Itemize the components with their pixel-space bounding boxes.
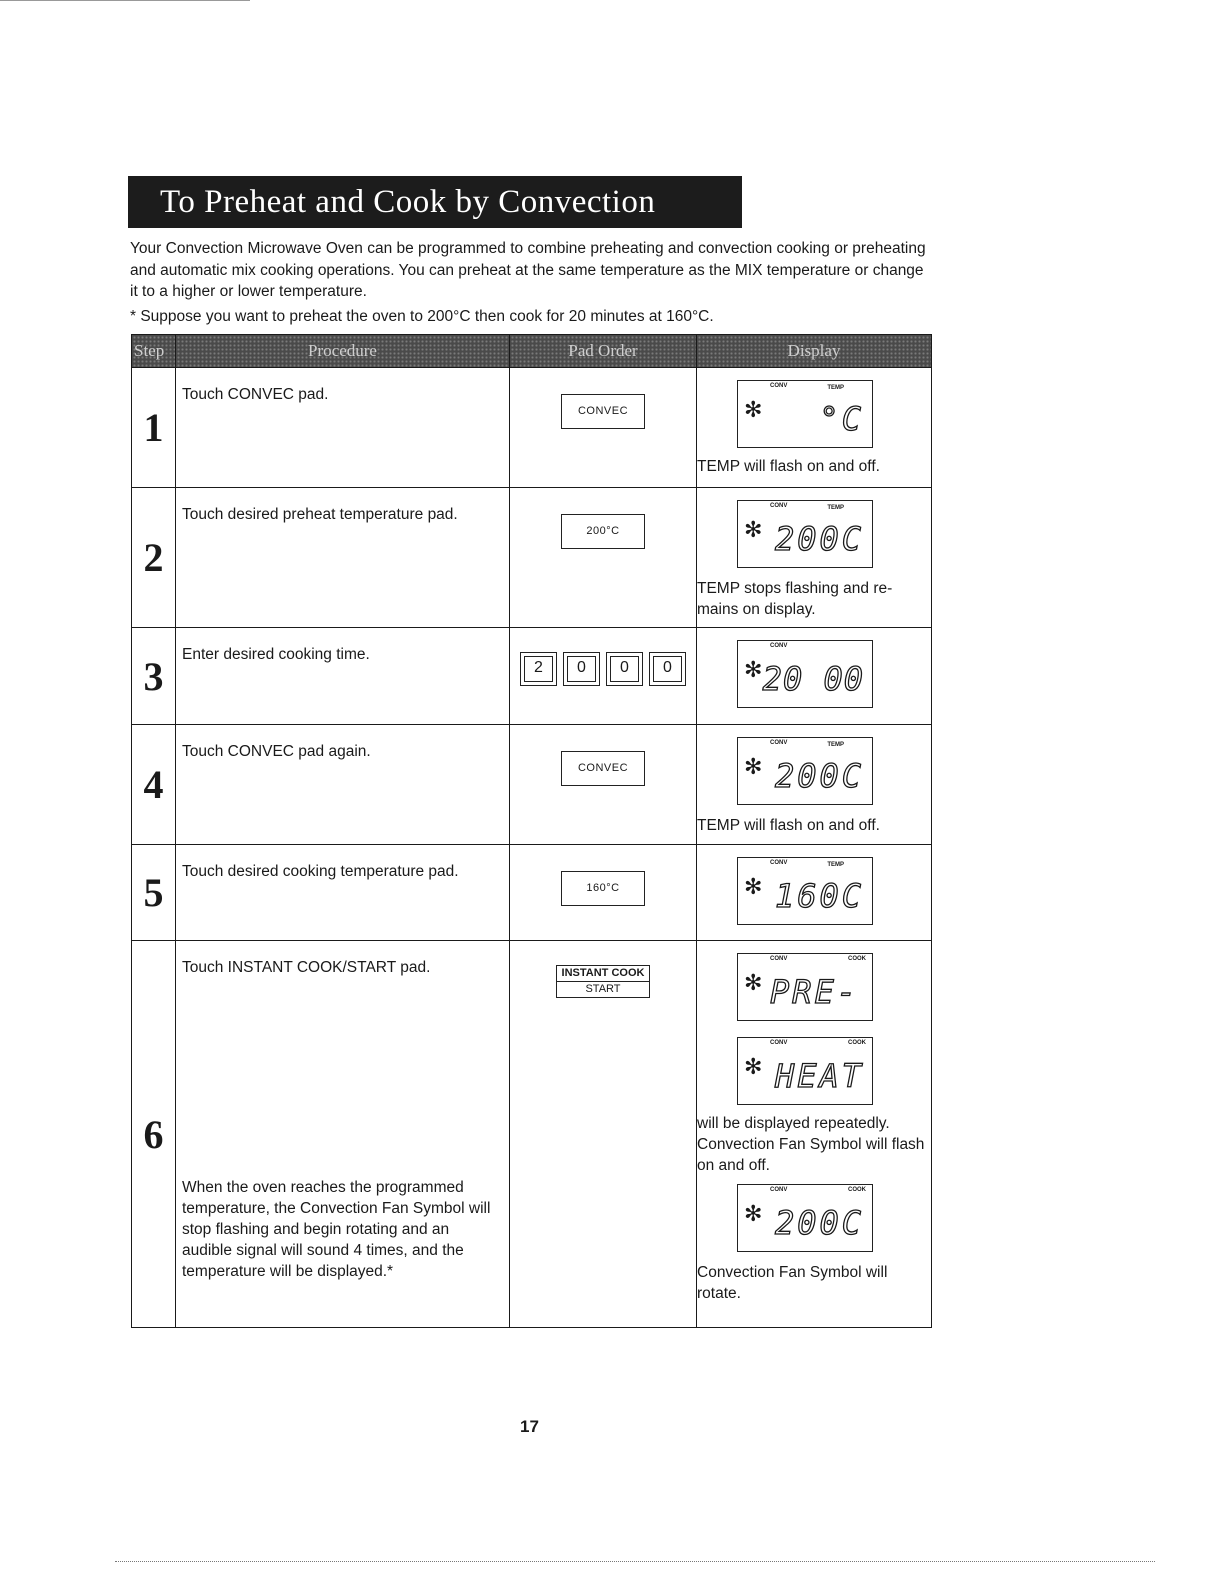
intro: [130, 238, 930, 327]
lcd-conv-indicator: CONV: [770, 503, 788, 509]
lcd-readout: 200C: [774, 520, 864, 558]
convection-fan-icon: ✻: [744, 1054, 763, 1079]
digit-pad: 0: [606, 652, 643, 686]
lcd-temp-indicator: TEMP: [827, 862, 844, 868]
lcd-display: [737, 380, 873, 448]
page-number: 17: [520, 1417, 539, 1436]
lcd-display-pre: [737, 953, 873, 1021]
cooking-temp-pad: 160°C: [561, 871, 645, 906]
step-procedure: Touch CONVEC pad again.: [182, 743, 371, 760]
step-number: 5: [143, 870, 164, 915]
display-note: TEMP will flash on and off.: [697, 458, 880, 475]
lcd-display: [737, 857, 873, 925]
step-procedure-note: When the oven reaches the programmed temperature, the Convection Fan Symbol will stop flashing and begin rotating and an audible signal will sound 4 times, and the temperature will be displayed.*: [182, 1179, 491, 1280]
step-number: 2: [143, 535, 164, 580]
step-row-6: [132, 941, 932, 1328]
lcd-readout: HEAT: [774, 1057, 864, 1095]
steps-table: [131, 334, 932, 1328]
convection-fan-icon: ✻: [744, 657, 763, 682]
preheat-temp-pad: 200°C: [561, 514, 645, 549]
digit-pad: 0: [649, 652, 686, 686]
step-row-1: [132, 368, 932, 488]
pad-label-line2: START: [585, 983, 621, 995]
lcd-cook-indicator: COOK: [848, 956, 866, 962]
number-pads: [510, 652, 696, 686]
step-procedure: Touch desired preheat temperature pad.: [182, 506, 458, 523]
step-number: 4: [143, 762, 164, 807]
convec-pad: CONVEC: [561, 751, 645, 786]
instant-cook-start-pad: [556, 965, 650, 998]
convection-fan-icon: ✻: [744, 874, 763, 899]
header-display: Display: [697, 335, 932, 368]
step-number: 1: [143, 405, 164, 450]
lcd-conv-indicator: CONV: [770, 1040, 788, 1046]
convec-pad: CONVEC: [561, 394, 645, 429]
lcd-conv-indicator: CONV: [770, 860, 788, 866]
lcd-readout: PRE-: [770, 973, 860, 1011]
lcd-readout: 200C: [774, 757, 864, 795]
lcd-conv-indicator: CONV: [770, 1187, 788, 1193]
convection-fan-icon: ✻: [744, 517, 763, 542]
lcd-readout: 20 00: [762, 660, 864, 698]
step-number: 6: [143, 1111, 164, 1157]
lcd-conv-indicator: CONV: [770, 956, 788, 962]
lcd-temp-indicator: TEMP: [827, 742, 844, 748]
lcd-display-heat: [737, 1037, 873, 1105]
display-note: TEMP will flash on and off.: [697, 817, 880, 834]
page-title: To Preheat and Cook by Convection: [128, 176, 742, 228]
display-note-repeat: will be displayed repeatedly. Convection Fan Symbol will flash on and off.: [697, 1115, 925, 1174]
lcd-conv-indicator: CONV: [770, 383, 788, 389]
lcd-conv-indicator: CONV: [770, 740, 788, 746]
header-pad-order: Pad Order: [510, 335, 697, 368]
lcd-readout: 160C: [774, 877, 864, 915]
convection-fan-icon: ✻: [744, 1201, 763, 1226]
convection-fan-icon: ✻: [744, 970, 763, 995]
lcd-display: [737, 500, 873, 568]
display-note-rotate: Convection Fan Symbol will rotate.: [697, 1264, 888, 1302]
step-row-2: [132, 488, 932, 628]
digit-pad: 0: [563, 652, 600, 686]
step-row-5: [132, 845, 932, 941]
lcd-temp-indicator: TEMP: [827, 505, 844, 511]
lcd-readout: 200C: [774, 1204, 864, 1242]
convection-fan-icon: ✻: [744, 754, 763, 779]
lcd-temp-indicator: TEMP: [827, 385, 844, 391]
lcd-cook-indicator: COOK: [848, 1040, 866, 1046]
bottom-scan-line: [115, 1561, 1155, 1562]
lcd-conv-indicator: CONV: [770, 643, 788, 649]
step-number: 3: [143, 653, 164, 699]
digit-pad: 2: [520, 652, 557, 686]
step-row-4: [132, 725, 932, 845]
lcd-display-temp: [737, 1184, 873, 1252]
top-scan-line: [0, 0, 250, 1]
step-procedure: Enter desired cooking time.: [182, 646, 370, 663]
intro-paragraph: Your Convection Microwave Oven can be programmed to combine preheating and convection cooking or preheating and automatic mix cooking operations. You can preheat at the same temperature as the MIX temperature or change it to a higher or lower temperature.: [130, 240, 926, 300]
lcd-readout: °C: [819, 400, 864, 438]
display-note: TEMP stops flashing and re-mains on display.: [697, 580, 893, 618]
convection-fan-icon: ✻: [744, 397, 763, 422]
step-procedure: Touch CONVEC pad.: [182, 386, 329, 403]
pad-label-line1: INSTANT COOK: [557, 966, 649, 982]
step-row-3: [132, 628, 932, 725]
step-procedure: Touch INSTANT COOK/START pad.: [182, 959, 431, 976]
intro-example: * Suppose you want to preheat the oven to 200°C then cook for 20 minutes at 160°C.: [130, 307, 714, 325]
step-procedure: Touch desired cooking temperature pad.: [182, 863, 459, 880]
lcd-display: [737, 640, 873, 708]
lcd-cook-indicator: COOK: [848, 1187, 866, 1193]
header-procedure: Procedure: [176, 335, 510, 368]
header-step: Step: [132, 335, 176, 368]
lcd-display: [737, 737, 873, 805]
